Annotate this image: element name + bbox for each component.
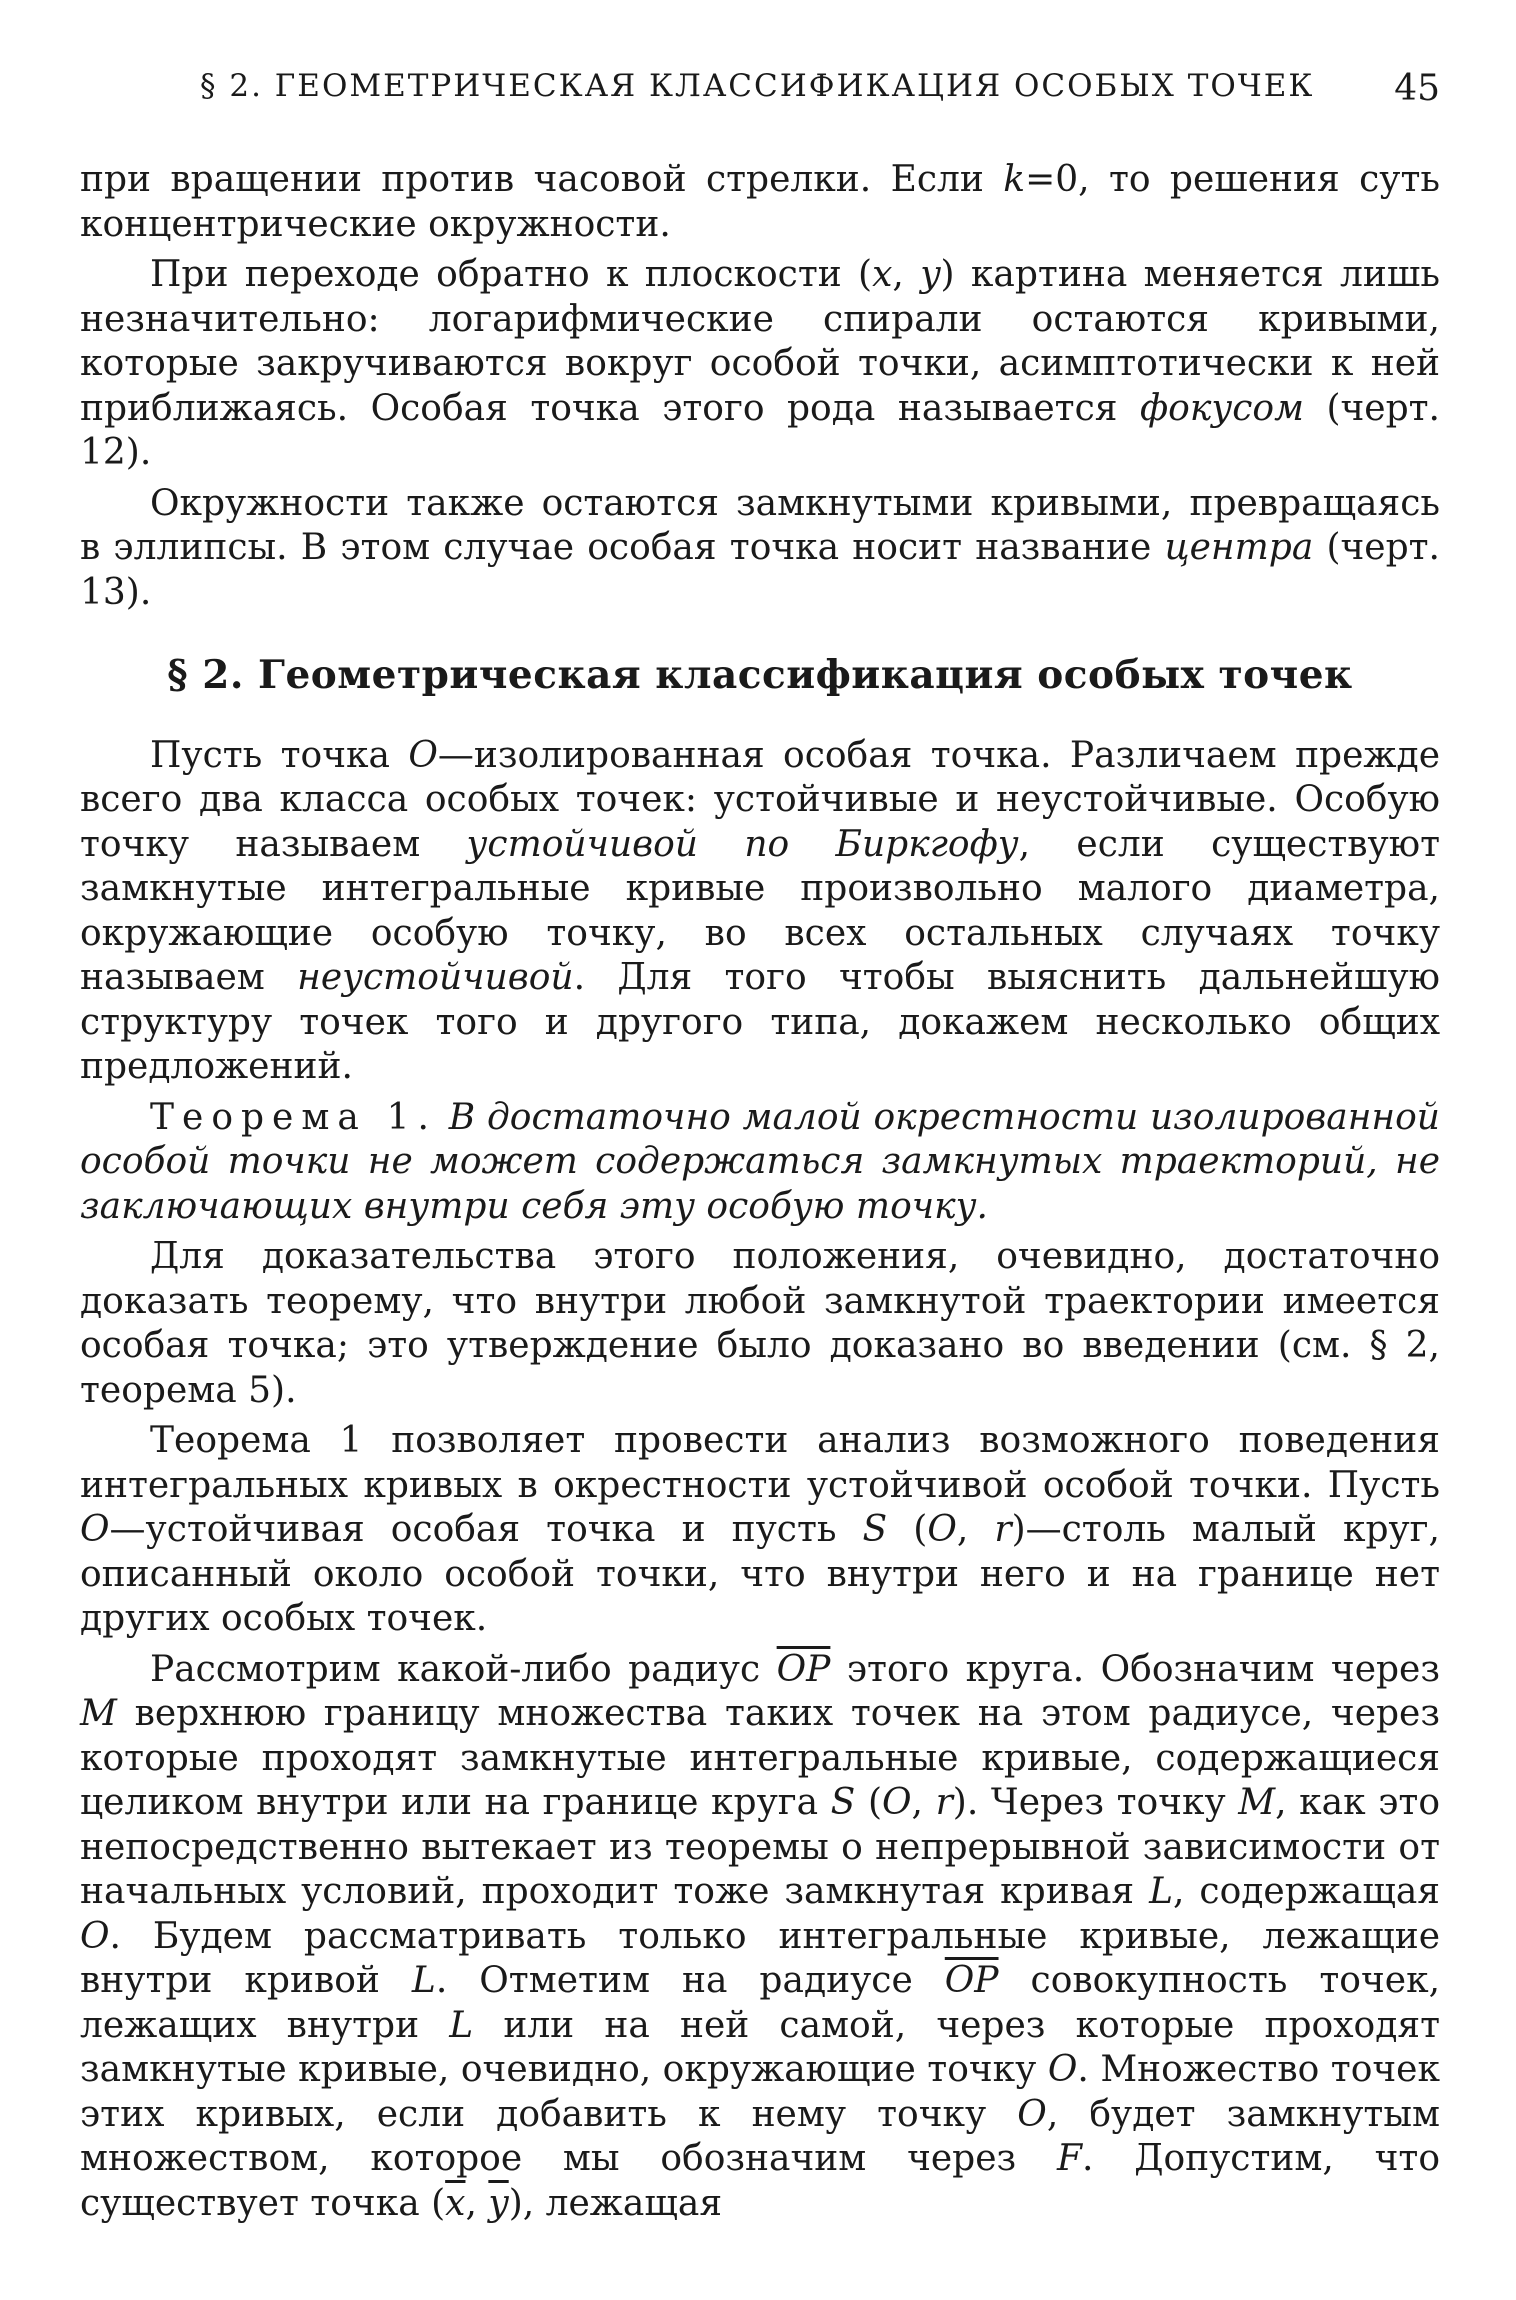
paragraph-proof: Для доказательства этого положения, очевидно, достаточно доказать теорему, что внутри любой замкнутой траектории имеется особая точка; это утверждение было доказано во введении (см. § 2, теорема 5). xyxy=(80,1236,1440,1411)
term-focus: фокусом xyxy=(1140,387,1304,429)
theorem-statement: В достаточно малой окрестности изолированной особой точки не может содержаться замкнутых траекторий, не заключающих внутри себя эту особую точку. xyxy=(80,1096,1440,1227)
section-title: § 2. Геометрическая классификация особых точек xyxy=(167,652,1353,698)
page-header xyxy=(80,60,1440,120)
running-head: § 2. ГЕОМЕТРИЧЕСКАЯ КЛАССИФИКАЦИЯ ОСОБЫХ ТОЧЕК xyxy=(200,68,1315,104)
theorem-1 xyxy=(80,1096,1440,1230)
paragraph-focus: При переходе обратно к плоскости (x, y) картина меняется лишь незначительно: логарифмические спирали остаются кривыми, которые закручиваются вокруг особой точки, асимптотически к ней приближаясь. Особая точка этого рода называется фокусом (черт. 12). xyxy=(80,254,1441,473)
term-center: центра xyxy=(1164,527,1314,568)
paragraph-continuation: при вращении против часовой стрелки. Если k=0, то решения суть концентрические окружности. xyxy=(80,159,1440,245)
page-number: 45 xyxy=(1394,68,1440,109)
term-unstable: неустойчивой xyxy=(297,957,574,998)
paragraph-classes: Пусть точка O—изолированная особая точка. Различаем прежде всего два класса особых точек: устойчивые и неустойчивые. Особую точку называем устойчивой по Биркгофу, если существуют замкнутые интегральные кривые произвольно малого диаметра, окружающие особую точку, во всех остальных случаях точку называем неустойчивой. Для того чтобы выяснить дальнейшую структуру точек того и другого типа, докажем несколько общих предложений. xyxy=(80,734,1440,1087)
paragraph-stable-point: Теорема 1 позволяет провести анализ возможного поведения интегральных кривых в окрестности устойчивой особой точки. Пусть O—устойчивая особая точка и пусть S (O, r)—столь малый круг, описанный около особой точки, что внутри него и на границе нет других особых точек. xyxy=(80,1420,1440,1639)
term-stable: устойчивой по Биркгофу xyxy=(466,823,1019,865)
theorem-label: Теорема 1. xyxy=(150,1096,437,1138)
page-body xyxy=(80,158,1440,2232)
paragraph-radius: Рассмотрим какой-либо радиус $\overline{OP}$ этого круга. Обозначим через M верхнюю границу множества таких точек на этом радиусе, через которые проходят замкнутые интегральные кривые, содержащиеся целиком внутри или на границе круга S (O, r). Через точку M, как это непосредственно вытекает из теоремы о непрерывной зависимости от начальных условий, проходит тоже замкнутая кривая L, содержащая O. Будем рассматривать только интегральные кривые, лежащие внутри кривой L. Отметим на радиусе $\overline{OP}$ совокупность точек, лежащих внутри L или на ней самой, через которые проходят замкнутые кривые, очевидно, окружающие точку O. Множество точек этих кривых, если добавить к нему точку O, будет замкнутым множеством, которое мы обозначим через F. Допустим, что существует точка ($\overline{x}$, $\overline{y}$), лежащая xyxy=(80,1648,1441,2224)
paragraph-center: Окружности также остаются замкнутыми кривыми, превращаясь в эллипсы. В этом случае особая точка носит название центра (черт. 13). xyxy=(80,482,1441,613)
